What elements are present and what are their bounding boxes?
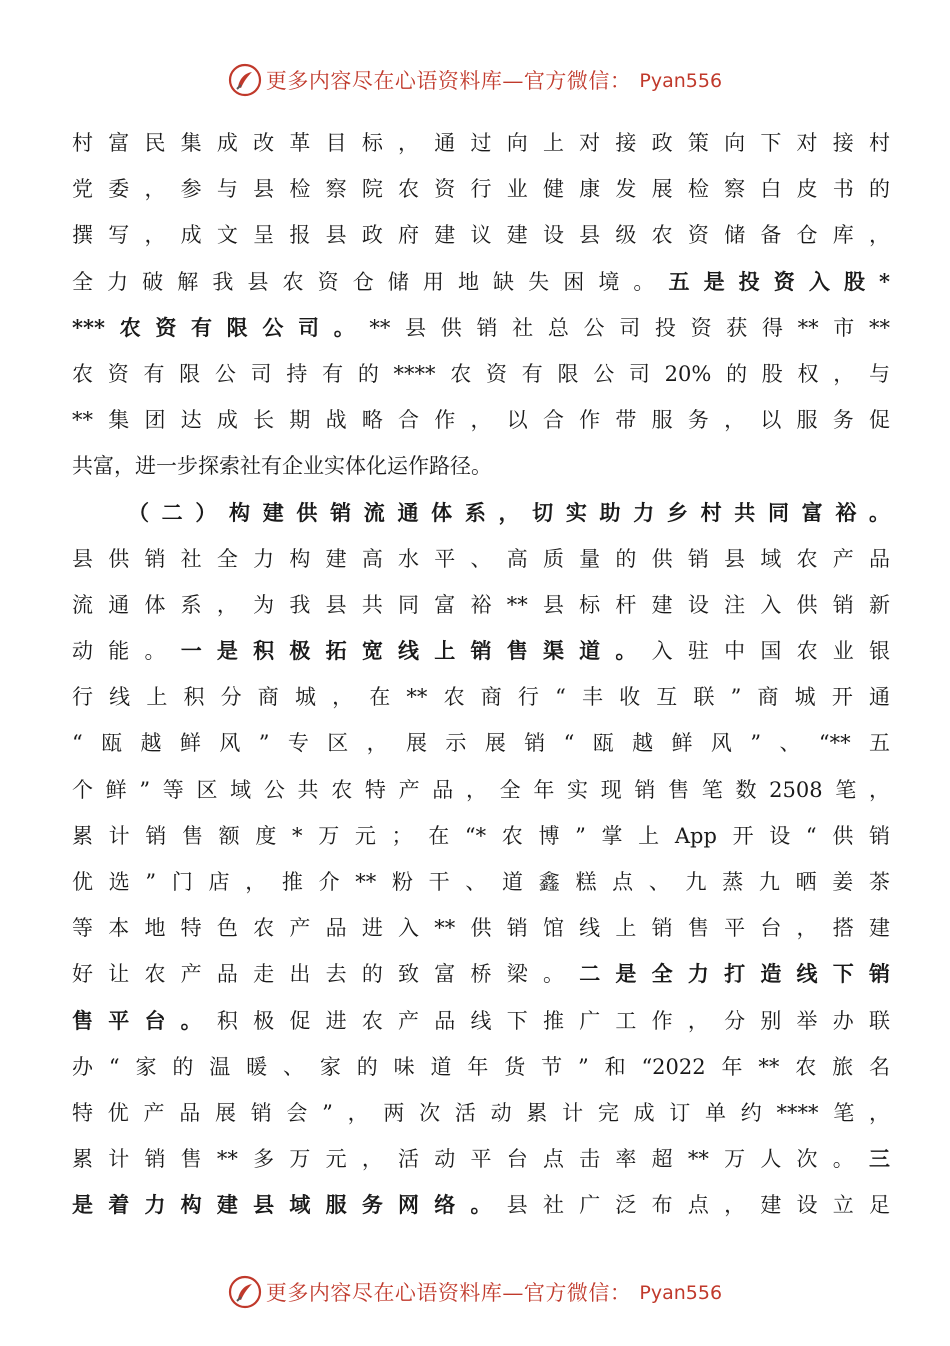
text-segment: 全力破解我县农资仓储用地缺失困境。 bbox=[72, 269, 669, 294]
bold-text-segment: （二）构建供销流通体系，切实助力乡村共同富裕。 bbox=[128, 499, 890, 525]
text-line bbox=[72, 998, 890, 1044]
bold-text-segment: ***农资有限公司。 bbox=[72, 314, 370, 340]
text-segment: 共富，进一步探索社有企业实体化运作路径。 bbox=[72, 454, 492, 479]
text-line bbox=[72, 536, 890, 582]
text-segment: 村富民集成改革目标，通过向上对接政策向下对接村 bbox=[72, 131, 890, 155]
text-segment: 累计销售**多万元，活动平台点击率超**万人次。 bbox=[72, 1147, 869, 1172]
text-line bbox=[72, 674, 890, 720]
text-segment: 入驻中国农业银 bbox=[651, 639, 891, 664]
watermark-handle: Pyan556 bbox=[639, 70, 723, 92]
bold-text-segment: 一是积极拓宽线上销售渠道。 bbox=[180, 638, 652, 664]
text-segment: 累计销售额度*万元；在“*农博”掌上App开设“供销 bbox=[72, 823, 890, 848]
text-segment: “瓯越鲜风”专区，展示展销“瓯越鲜风”、“**五 bbox=[72, 731, 890, 756]
text-segment: 特优产品展销会”，两次活动累计完成订单约****笔， bbox=[72, 1100, 890, 1125]
text-segment: 办“家的温暖、家的味道年货节”和“2022年**农旅名 bbox=[72, 1054, 890, 1079]
watermark-contact bbox=[639, 68, 722, 92]
text-segment: 流通体系，为我县共同富裕**县标杆建设注入供销新 bbox=[72, 592, 890, 617]
text-line bbox=[72, 443, 890, 489]
text-segment: 积极促进农产品线下推广工作，分别举办联 bbox=[216, 1008, 891, 1033]
text-line bbox=[72, 1090, 890, 1136]
text-line bbox=[72, 120, 890, 166]
text-line bbox=[72, 1182, 890, 1228]
text-line bbox=[72, 628, 890, 674]
bold-text-segment: 售平台。 bbox=[72, 1007, 217, 1033]
text-line bbox=[72, 813, 890, 859]
watermark-logo-icon bbox=[228, 63, 262, 97]
text-segment: **集团达成长期战略合作，以合作带服务，以服务促 bbox=[72, 408, 890, 433]
text-segment: 党委，参与县检察院农资行业健康发展检察白皮书的 bbox=[72, 177, 890, 202]
header-watermark-banner bbox=[0, 60, 950, 100]
watermark-text: 更多内容尽在心语资料库—官方微信： bbox=[265, 69, 632, 93]
text-segment: **县供销社总公司投资获得**市** bbox=[369, 315, 890, 340]
watermark-handle: Pyan556 bbox=[639, 1282, 723, 1304]
text-segment: 行线上积分商城，在**农商行“丰收互联”商城开通 bbox=[72, 685, 890, 710]
text-line bbox=[72, 767, 890, 813]
text-line bbox=[72, 1044, 890, 1090]
text-line bbox=[72, 720, 890, 766]
watermark-logo-icon bbox=[228, 1275, 262, 1309]
text-segment: 优选”门店，推介**粉干、道鑫糕点、九蒸九晒姜茶 bbox=[72, 870, 890, 894]
text-line bbox=[72, 212, 890, 258]
text-line bbox=[72, 905, 890, 951]
text-line bbox=[72, 305, 890, 351]
text-segment: 等本地特色农产品进入**供销馆线上销售平台，搭建 bbox=[72, 916, 890, 941]
text-segment: 动能。 bbox=[72, 639, 181, 664]
text-segment: 农资有限公司持有的****农资有限公司20%的股权，与 bbox=[72, 361, 890, 386]
text-line bbox=[72, 859, 890, 905]
text-line bbox=[72, 259, 890, 305]
footer-watermark-banner bbox=[0, 1272, 950, 1312]
text-line bbox=[72, 397, 890, 443]
bold-text-segment: 三 bbox=[869, 1146, 890, 1172]
text-segment: 撰写，成文呈报县政府建议建设县级农资储备仓库， bbox=[72, 223, 890, 248]
text-line bbox=[72, 490, 890, 536]
text-segment: 个鲜”等区域公共农特产品，全年实现销售笔数2508笔， bbox=[72, 777, 890, 802]
text-segment: 好让农产品走出去的致富桥梁。 bbox=[72, 962, 580, 987]
document-body bbox=[72, 120, 890, 1229]
text-segment: 县社广泛布点，建设立足 bbox=[506, 1193, 891, 1218]
text-line bbox=[72, 1136, 890, 1182]
watermark-contact bbox=[639, 1280, 722, 1304]
text-segment: 县供销社全力构建高水平、高质量的供销县域农产品 bbox=[72, 546, 890, 571]
text-line bbox=[72, 582, 890, 628]
bold-text-segment: 五是投资入股* bbox=[668, 268, 891, 294]
bold-text-segment: 二是全力打造线下销 bbox=[579, 961, 891, 987]
text-line bbox=[72, 351, 890, 397]
text-line bbox=[72, 166, 890, 212]
bold-text-segment: 是着力构建县域服务网络。 bbox=[72, 1192, 507, 1218]
text-line bbox=[72, 951, 890, 997]
watermark-text: 更多内容尽在心语资料库—官方微信： bbox=[265, 1281, 632, 1305]
